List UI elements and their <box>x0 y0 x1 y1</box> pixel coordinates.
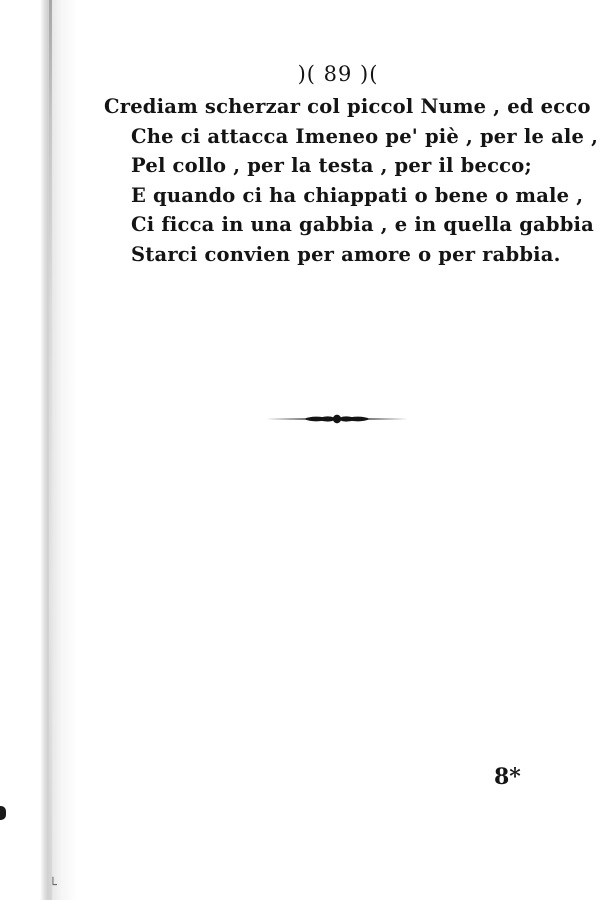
verse-line: Pel collo , per la testa , per il becco; <box>131 154 532 177</box>
verse-stanza <box>104 92 598 269</box>
verse-line: Ci ficca in una gabbia , e in quella gabbia <box>131 213 594 236</box>
verse-line: E quando ci ha chiappati o bene o male , <box>131 183 584 207</box>
verse-line: Che ci attacca Imeneo pe' piè , per le ale , <box>131 124 599 148</box>
verse-line: Crediam scherzar col piccol Nume , ed ecco <box>104 95 591 118</box>
binding-gutter <box>0 0 78 900</box>
page-number-header: )( 89 )( <box>297 62 379 86</box>
tailpiece-ornament-icon <box>266 410 408 428</box>
corner-scan-mark: └ <box>49 878 57 893</box>
signature-mark: 8* <box>494 764 521 790</box>
verse-line: Starci convien per amore o per rabbia. <box>131 242 561 266</box>
binding-shadow-line <box>49 0 52 900</box>
